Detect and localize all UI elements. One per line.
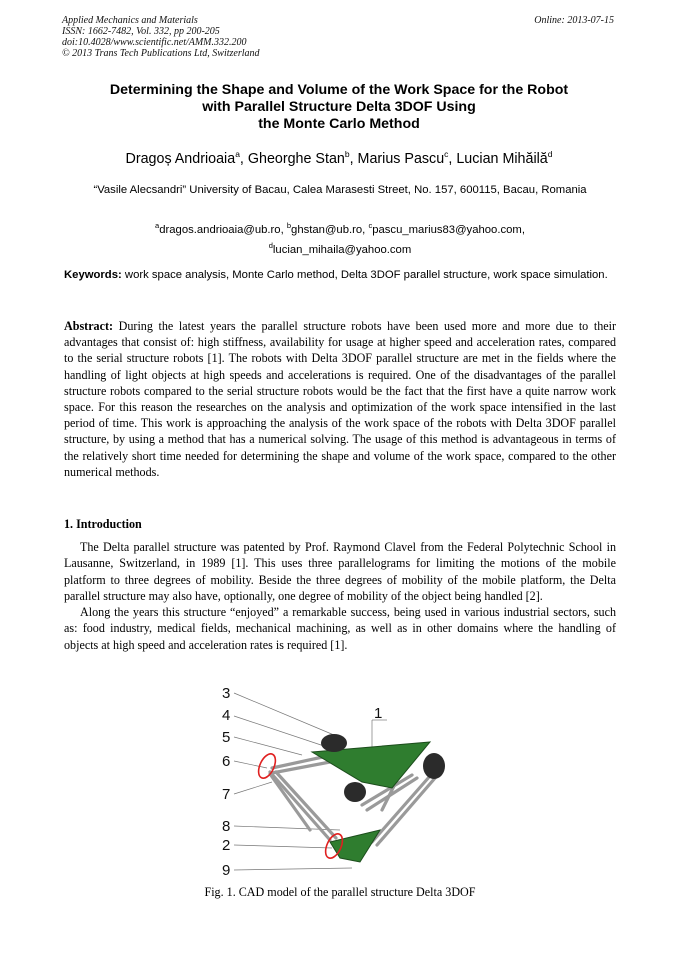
figure-caption: Fig. 1. CAD model of the parallel structure Delta 3DOF <box>204 885 476 899</box>
affiliation: “Vasile Alecsandri” University of Bacau, Calea Marasesti Street, No. 157, 600115, Bacau, Romania <box>93 184 587 196</box>
motor <box>321 734 347 752</box>
copyright-line: © 2013 Trans Tech Publications Ltd, Switzerland <box>62 48 260 59</box>
author-list: Dragoș Andrioaia$^a$, Gheorghe Stan$^b$, Marius Pascu$^c$, Lucian Mihăilă$^d$ <box>125 149 553 167</box>
author-sup: b <box>344 149 350 159</box>
email-sup: c <box>368 221 373 230</box>
running-header <box>62 16 260 60</box>
label-9: 9 <box>222 862 231 879</box>
abstract-block <box>64 318 616 480</box>
mobile-platform <box>330 830 380 862</box>
delta-robot-figure <box>212 680 482 880</box>
email-address[interactable]: pascu_marius83@yahoo.com, <box>372 224 525 236</box>
email-sup: b <box>286 221 292 230</box>
motor <box>423 753 445 779</box>
label-7: 7 <box>222 786 231 803</box>
keywords-text: work space analysis, Monte Carlo method, Delta 3DOF parallel structure, work space simulation. <box>124 269 608 281</box>
abstract-text: During the latest years the parallel structure robots have been used more and more due to their advantages that consist of: high stiffness, availability for usage at higher speed and acceleration rates, compared to the serial structure robots [1]. The robots with Delta 3DOF parallel structure are met in the fields where the handling of light objects at high speeds and accelerations is required. One of the disadvantages of the parallel structure robots compared to the serial structure robots would be the fact that the first have a quite narrow work space. For this reason the researches on the analysis and optimization of the work space intensified in the last period of time. This work is approaching the analysis of the work space of the robots with Delta 3DOF parallel structure, by using a method that has a numerical solving. The usage of this method is advantageous in terms of the relatively short time needed for determining the shape and volume of the work space, compared to the other numerical methods. <box>64 319 616 479</box>
label-2: 2 <box>222 837 231 854</box>
label-4: 4 <box>222 707 231 724</box>
author-sup: d <box>547 149 553 159</box>
paper-title <box>40 82 638 133</box>
author-name: Gheorghe Stan <box>247 151 345 167</box>
label-1: 1 <box>374 705 383 722</box>
email-address[interactable]: dragos.andrioaia@ub.ro, <box>159 224 284 236</box>
keywords-label: Keywords: <box>64 269 122 281</box>
abstract-label: Abstract: <box>64 319 114 333</box>
title-line: with Parallel Structure Delta 3DOF Using <box>202 99 476 115</box>
journal-name: Applied Mechanics and Materials <box>62 15 198 26</box>
author-sup: a <box>235 149 240 159</box>
doi-link[interactable]: doi:10.4028/www.scientific.net/AMM.332.200 <box>62 37 247 48</box>
email-address[interactable]: ghstan@ub.ro, <box>291 224 366 236</box>
online-date: Online: 2013-07-15 <box>534 15 614 26</box>
label-5: 5 <box>222 729 231 746</box>
label-8: 8 <box>222 818 231 835</box>
author-name: Marius Pascu <box>357 151 445 167</box>
paragraph: Along the years this structure “enjoyed” a remarkable success, being used in various industrial sectors, such as: food industry, medical fields, mechanical machining, as well as in other domains where the handling of objects at high speed and acceleration rates is required [1]. <box>64 605 616 652</box>
email-list <box>60 218 620 258</box>
keywords-block <box>64 267 616 284</box>
email-address[interactable]: lucian_mihaila@yahoo.com <box>272 244 412 256</box>
section-body <box>64 539 616 653</box>
email-sup: d <box>268 241 273 250</box>
motor <box>344 782 366 802</box>
author-sup: c <box>444 149 449 159</box>
title-line: the Monte Carlo Method <box>258 116 420 132</box>
issn-line: ISSN: 1662-7482, Vol. 332, pp 200-205 <box>62 26 220 37</box>
label-3: 3 <box>222 685 231 702</box>
author-name: Lucian Mihăilă <box>456 151 548 167</box>
label-6: 6 <box>222 753 231 770</box>
paragraph: The Delta parallel structure was patented by Prof. Raymond Clavel from the Federal Polytechnic School in Lausanne, Switzerland, in 1989 [1]. This uses three parallelograms for limiting the motions of the mobile platform to three degrees of mobility. Beside the three degrees of mobility of the mobile platform, the Delta parallel structure may also have, optionally, one degree of mobility of the object being handled [2]. <box>64 540 616 603</box>
section-heading: 1. Introduction <box>64 517 142 531</box>
title-line: Determining the Shape and Volume of the Work Space for the Robot <box>109 82 569 98</box>
author-name: Dragoș Andrioaia <box>125 151 236 167</box>
email-sup: a <box>155 221 160 230</box>
